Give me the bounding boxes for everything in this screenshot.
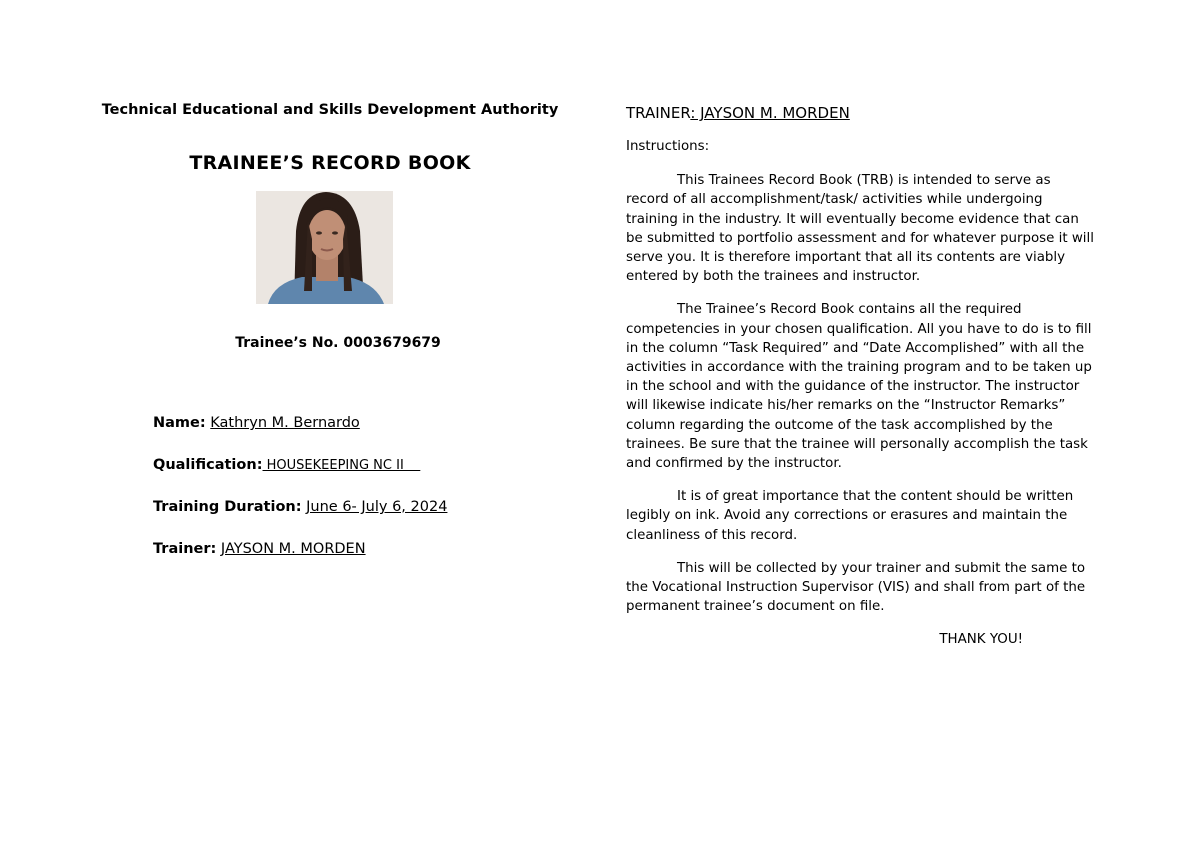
trainer-heading-name: : JAYSON M. MORDEN [690, 104, 850, 122]
record-book-title: TRAINEE’S RECORD BOOK [189, 152, 471, 174]
qualification-value: HOUSEKEEPING NC II [262, 458, 421, 473]
trainer-value: JAYSON M. MORDEN [220, 541, 366, 557]
trainer-label: Trainer: [153, 541, 217, 557]
left-page [100, 100, 560, 557]
instruction-paragraph: It is of great importance that the content should be written legibly on ink. Avoid any corrections or erasures and maintain the cleanliness of this record. [626, 489, 1074, 543]
trainee-details [153, 412, 447, 580]
trainer-heading-prefix: TRAINER [626, 104, 691, 122]
trainee-photo [256, 191, 393, 304]
qualification-label: Qualification: [153, 457, 263, 473]
name-label: Name: [153, 415, 206, 431]
trainee-portrait-image [256, 191, 393, 304]
trainer-heading [626, 102, 1096, 124]
name-value: Kathryn M. Bernardo [210, 415, 360, 431]
instruction-paragraph: This will be collected by your trainer and submit the same to the Vocational Instruction Supervisor (VIS) and shall from part of the permanent trainee’s document on file. [626, 560, 1086, 615]
training-duration-field [153, 496, 447, 538]
name-field [153, 412, 447, 454]
trainee-number: Trainee’s No. 0003679679 [235, 335, 441, 351]
instructions-label: Instructions: [626, 139, 710, 154]
instruction-paragraph: The Trainee’s Record Book contains all the required competencies in your chosen qualification. All you have to do is to fill in the column “Task Required” and “Date Accomplished” with all the activities in accordance with the training program and to be taken up in the school and with the guidance of the instructor. The instructor will likewise indicate his/her remarks on the “Instructor Remarks” column regarding the outcome of the task accomplished by the trainees. Be sure that the trainee will personally accomplish the task and confirmed by the instructor. [626, 302, 1092, 472]
thank-you-note: THANK YOU! [939, 632, 1023, 648]
right-page [626, 102, 1096, 650]
organization-name: Technical Educational and Skills Development Authority [101, 102, 559, 118]
qualification-field [153, 454, 447, 496]
trainer-field [153, 538, 447, 580]
training-duration-label: Training Duration: [153, 499, 302, 515]
training-duration-value: June 6- July 6, 2024 [306, 499, 448, 515]
instruction-paragraph: This Trainees Record Book (TRB) is intended to serve as record of all accomplishment/task/ activities while undergoing training in the industry. It will eventually become evidence that can be submitted to portfolio assessment and for whatever purpose it will serve you. It is therefore important that all its contents are viably entered by both the trainees and instructor. [626, 173, 1094, 285]
